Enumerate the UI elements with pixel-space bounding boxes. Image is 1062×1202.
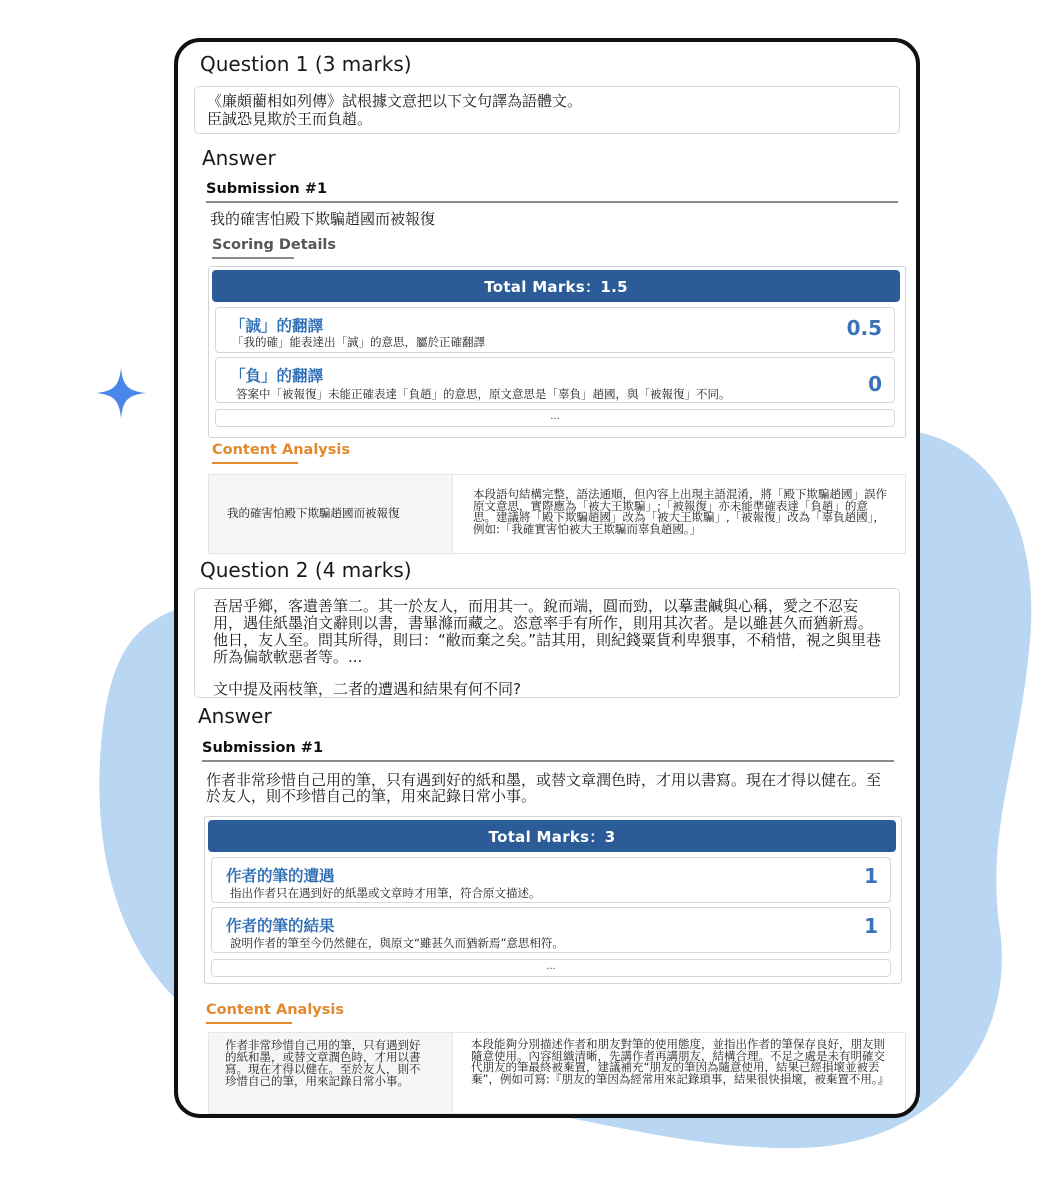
content-analysis-table-1 <box>208 474 906 554</box>
criterion-card[interactable] <box>215 357 895 403</box>
tab-scoring-details[interactable] <box>212 237 336 259</box>
tab-scoring-details-label: Scoring Details <box>212 237 337 253</box>
analysis-feedback-cell: 本段能夠分別描述作者和朋友對筆的使用態度，並指出作者的筆保存良好，朋友則隨意使用。內容組織清晰，先講作者再講朋友，結構合理。不足之處是未有明確交代朋友的筆最終被棄置，建議補充“朋友的筆因為隨意使用，結果已經損壞並被丟棄”，例如可寫:『朋友的筆因為經常用來記錄瑣事，結果很快損壞，被棄置不用。』 <box>453 1033 905 1113</box>
criterion-card[interactable] <box>211 907 891 953</box>
analysis-feedback-cell: 本段語句結構完整，語法通順，但內容上出現主語混淆，將「殿下欺騙趙國」誤作原文意思，實際應為「被大王欺騙」;「被報復」亦未能準確表達「負趙」的意思。建議將「殿下欺騙趙國」改為「被大王欺騙」,「被報復」改為「辜負趙國」，例如:「我確實害怕被大王欺騙而辜負趙國。」 <box>453 475 905 553</box>
question-1-prompt <box>194 86 900 134</box>
question-1-prompt-line-1: 《廉頗藺相如列傳》試根據文意把以下文句譯為語體文。 <box>207 92 583 110</box>
total-marks-bar-2: Total Marks：3 <box>208 820 896 852</box>
criterion-card[interactable] <box>215 307 895 353</box>
sparkle-icon <box>94 366 148 420</box>
scoring-panel-2 <box>204 816 902 984</box>
analysis-answer-cell: 作者非常珍惜自己用的筆，只有遇到好的紙和墨，或替文章潤色時，才用以書寫。現在才得以健在。至於友人，則不珍惜自己的筆，用來記錄日常小事。 <box>209 1033 453 1113</box>
criterion-score: 0.5 <box>846 316 882 340</box>
question-2-prompt-question: 文中提及兩枝筆，二者的遭遇和結果有何不同? <box>213 680 521 698</box>
total-marks-bar-1: Total Marks：1.5 <box>212 270 900 302</box>
criterion-title: 作者的筆的遭遇 <box>226 867 335 885</box>
submission-text-1: 我的確害怕殿下欺騙趙國而被報復 <box>210 210 436 228</box>
tab-content-analysis[interactable] <box>212 442 350 464</box>
question-2-title: Question 2 (4 marks) <box>200 558 412 582</box>
submission-text-2: 作者非常珍惜自己用的筆，只有遇到好的紙和墨，或替文章潤色時，才用以書寫。現在才得以健在。至於友人，則不珍惜自己的筆，用來記錄日常小事。 <box>206 771 882 805</box>
tab-underline <box>206 1022 292 1024</box>
tab-content-analysis-label: Content Analysis <box>212 442 350 458</box>
criterion-description: 指出作者只在遇到好的紙墨或文章時才用筆，符合原文描述。 <box>230 886 541 900</box>
tab-content-analysis[interactable] <box>206 1002 344 1024</box>
criterion-description: 答案中「被報復」未能正確表達「負趙」的意思，原文意思是「辜負」趙國，與「被報復」不同。 <box>236 387 731 401</box>
tab-underline <box>212 462 298 464</box>
tab-content-analysis-label: Content Analysis <box>206 1002 344 1018</box>
show-more-button[interactable]: ... <box>215 409 895 427</box>
scoring-panel-1 <box>208 266 906 438</box>
show-more-button[interactable]: ... <box>211 959 891 977</box>
criterion-card[interactable] <box>211 857 891 903</box>
criterion-title: 作者的筆的結果 <box>226 917 335 935</box>
question-2-prompt <box>194 588 900 698</box>
submission-label-1: Submission #1 <box>206 181 328 197</box>
divider <box>206 201 898 203</box>
question-2-prompt-passage: 吾居乎鄉，客遺善筆二。其一於友人，而用其一。銳而端，圓而勁，以摹畫鹹與心稱，愛之不忍妄用，遇佳紙墨洎文辭則以書，書畢滌而藏之。恣意率手有所作，則用其次者。是以雖甚久而猶新焉。他日，友人至。問其所得，則曰：“敝而棄之矣。”詰其用，則紀錢粟貨利卑猥事，不稍惜，視之與里巷所為偏欹軟惡者等。... <box>213 597 882 666</box>
answer-heading-2: Answer <box>198 704 272 728</box>
submission-label-2: Submission #1 <box>202 740 324 756</box>
criterion-description: 說明作者的筆至今仍然健在，與原文“雖甚久而猶新焉”意思相符。 <box>230 936 564 950</box>
answer-heading-1: Answer <box>202 146 276 170</box>
question-1-prompt-line-2: 臣誠恐見欺於王而負趙。 <box>207 110 373 128</box>
criterion-score: 1 <box>864 864 878 888</box>
tablet-frame <box>174 38 920 1118</box>
analysis-answer-cell: 我的確害怕殿下欺騙趙國而被報復 <box>209 475 453 553</box>
divider <box>202 760 894 762</box>
criterion-score: 0 <box>868 372 882 396</box>
criterion-title: 「負」的翻譯 <box>230 367 324 385</box>
question-1-title: Question 1 (3 marks) <box>200 52 412 76</box>
criterion-title: 「誠」的翻譯 <box>230 317 324 335</box>
criterion-score: 1 <box>864 914 878 938</box>
content-analysis-table-2 <box>208 1032 906 1114</box>
tab-underline <box>212 257 294 259</box>
criterion-description: 「我的確」能表達出「誠」的意思，屬於正確翻譯 <box>232 335 485 349</box>
